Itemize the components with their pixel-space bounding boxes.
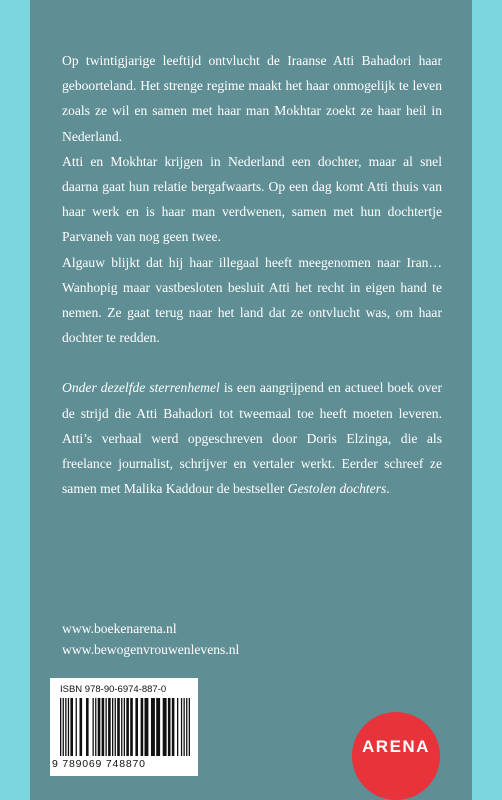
barcode-bar: [95, 698, 96, 756]
website-link-boekenarena: www.boekenarena.nl: [62, 621, 177, 636]
barcode-bar: [156, 698, 160, 756]
blurb-paragraph-3: Algauw blijkt dat hij haar illegaal heeft meegenomen naar Iran… Wanhopig maar vastbesloten besluit Atti het recht in eigen hand te nemen. Ze gaat terug naar het land dat ze ontvlucht was, om haar dochter te redden.: [62, 254, 442, 346]
back-cover-panel: [30, 0, 472, 800]
previous-book-title: Gestolen dochters: [287, 481, 387, 497]
barcode-bar: [135, 698, 138, 756]
book-title: Onder dezelfde sterrenhemel: [62, 380, 220, 396]
barcode-digits: 9 789069 748870: [52, 758, 146, 770]
barcode-bar: [80, 698, 83, 756]
barcode-bar: [145, 698, 149, 756]
barcode-bar: [126, 698, 129, 756]
barcode-bar: [60, 698, 61, 756]
barcode-bar: [65, 698, 66, 756]
barcode-bar: [177, 698, 178, 756]
barcode-bar: [124, 698, 125, 756]
barcode-bar: [189, 698, 190, 756]
website-links: [62, 618, 239, 660]
barcode-bar: [86, 698, 89, 756]
barcode-bar: [63, 698, 64, 756]
barcode-box: [50, 678, 198, 776]
barcode-bar: [168, 698, 171, 756]
barcode-bar: [172, 698, 175, 756]
barcode-bar: [115, 698, 116, 756]
barcode-bar: [121, 698, 122, 756]
barcode-bar: [141, 698, 144, 756]
barcode-bar: [112, 698, 113, 756]
barcode-bar: [163, 698, 167, 756]
barcode-bar: [70, 698, 73, 756]
blurb-text: [62, 48, 442, 501]
blurb-paragraph-1: Op twintigjarige leeftijd ontvlucht de Iraanse Atti Bahadori haar geboorteland. Het strenge regime maakt het haar onmogelijk te leven zoals ze wil en samen met haar man Mokhtar zoekt ze haar heil in Nederland.: [62, 53, 442, 144]
barcode-bar: [68, 698, 69, 756]
website-link-bewogenvrouwenlevens: www.bewogenvrouwenlevens.nl: [62, 642, 240, 657]
arena-logo: [352, 712, 440, 800]
barcode-bar: [93, 698, 94, 756]
blurb-paragraph-4-end: .: [386, 481, 390, 497]
barcode-bar: [130, 698, 133, 756]
blurb-paragraph-2: Atti en Mokhtar krijgen in Nederland een dochter, maar al snel daarna gaat hun relatie bergafwaarts. Op een dag komt Atti thuis van haar werk en is haar man verdwenen, samen met hun dochtertje Parvaneh van nog geen twee.: [62, 153, 442, 245]
barcode-bar: [98, 698, 101, 756]
barcode-bar: [102, 698, 105, 756]
arena-logo-text: ARENA: [362, 737, 430, 756]
barcode-bar: [117, 698, 120, 756]
blurb-paragraph-4: [62, 375, 442, 501]
blurb-paragraph-4-text: is een aangrijpend en actueel boek over de strijd die Atti Bahadori tot tweemaal toe heeft moeten leveren. Atti’s verhaal werd opgeschreven door Doris Elzinga, die als freelance journalist, schrijver en vertaler werkt. Eerder schreef ze samen met Malika Kaddour de bestseller: [62, 380, 442, 497]
barcode-bar: [181, 698, 182, 756]
barcode-bar: [151, 698, 155, 756]
barcode-bars: [60, 698, 190, 756]
arena-logo-circle: [352, 712, 440, 800]
barcode-bar: [76, 698, 77, 756]
barcode-bar: [108, 698, 111, 756]
isbn-number: ISBN 978-90-6974-887-0: [60, 684, 167, 695]
barcode-bar: [186, 698, 187, 756]
barcode-bar: [106, 698, 107, 756]
barcode-bar: [184, 698, 185, 756]
